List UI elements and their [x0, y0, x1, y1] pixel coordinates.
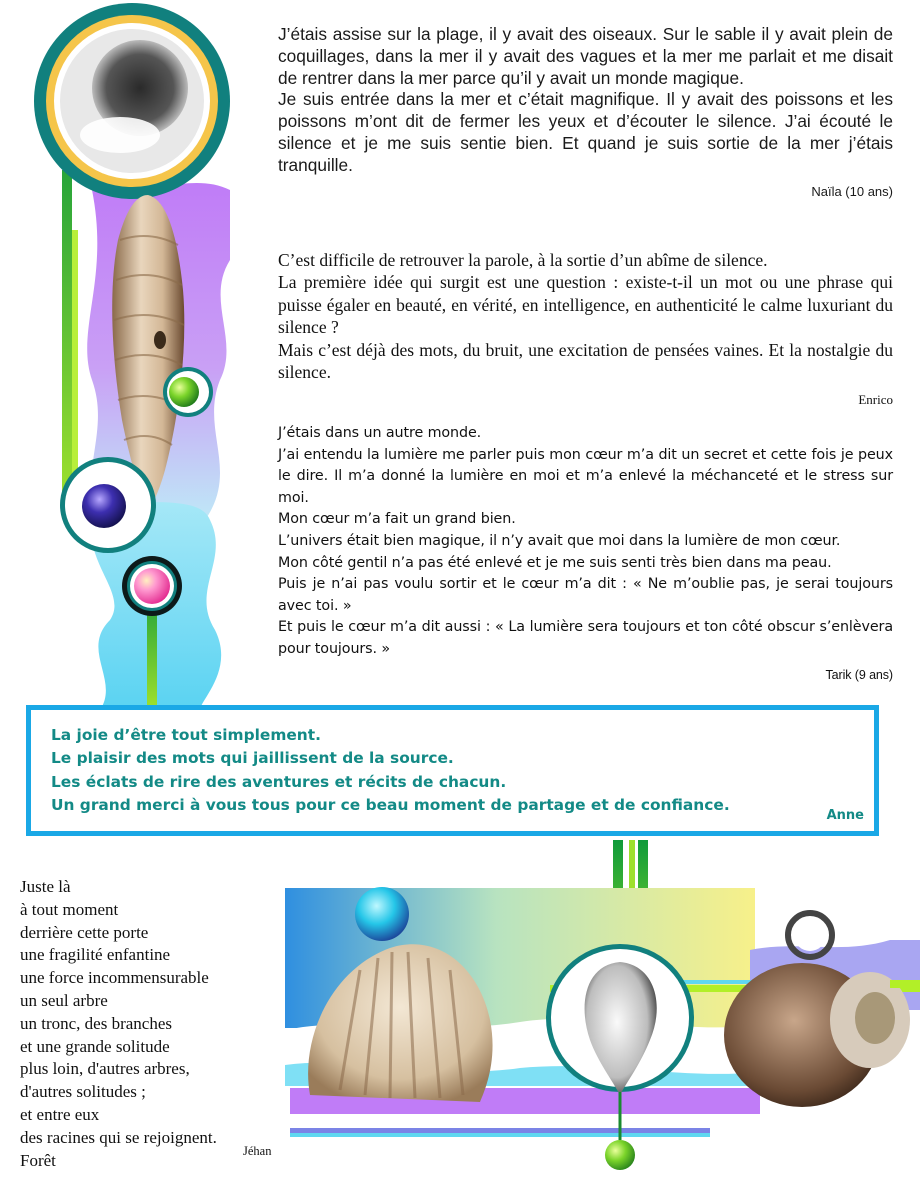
- story-paragraph: J’étais assise sur la plage, il y avait des oiseaux. Sur le sable il y avait plein de coquillages, dans la mer il y avait des vagues et la mer me parlait et me disait de rentrer dans la mer parce qu’il y avait un monde magique.: [278, 24, 893, 88]
- poem-line: une force incommensurable: [20, 968, 209, 988]
- story-paragraph: J’ai entendu la lumière me parler puis mon cœur m’a dit un secret et cette fois je peux le dire. Il m’a donné la lumière en moi et m’a enlevé la méchanceté et le stress sur moi.: [278, 446, 893, 506]
- highlight-line: Le plaisir des mots qui jaillissent de la source.: [51, 749, 454, 768]
- story-tarik: [278, 423, 893, 686]
- poem-line: Forêt: [20, 1150, 56, 1170]
- story-paragraph: La première idée qui surgit est une question : existe-t-il un mot ou une phrase qui puisse égaler en beauté, en vérité, en intelligence, en authenticité le calme luxuriant du silence ?: [278, 272, 893, 338]
- poem-line: une fragilité enfantine: [20, 945, 171, 965]
- highlight-line: Les éclats de rire des aventures et récits de chacun.: [51, 772, 507, 791]
- story-paragraph: Mais c’est déjà des mots, du bruit, une excitation de pensées vaines. Et la nostalgie du silence.: [278, 339, 893, 383]
- story-enrico: [278, 249, 893, 412]
- highlight-box: [26, 705, 879, 836]
- cyan-sphere: [355, 887, 409, 941]
- story-paragraph: L’univers était bien magique, il n’y avait que moi dans la lumière de mon cœur.: [278, 532, 841, 549]
- highlight-author: Anne: [826, 808, 864, 823]
- author-signature: Tarik (9 ans): [825, 667, 893, 682]
- poem-line: derrière cette porte: [20, 922, 149, 942]
- poem-line: un tronc, des branches: [20, 1013, 173, 1033]
- story-paragraph: Puis je n’ai pas voulu sortir et le cœur m’a dit : « Ne m’oublie pas, je serai toujours avec toi. »: [278, 576, 893, 614]
- story-paragraph: Mon cœur m’a fait un grand bien.: [278, 511, 516, 528]
- story-paragraph: J’étais dans un autre monde.: [278, 425, 482, 441]
- green-sphere-circle: [163, 367, 213, 417]
- green-sphere-bottom: [605, 1140, 635, 1170]
- story-naila: [278, 24, 893, 202]
- bottom-decoration: [280, 840, 920, 1179]
- highlight-line: La joie d’être tout simplement.: [51, 726, 321, 744]
- poem-line: des racines qui se rejoignent.: [20, 1127, 217, 1147]
- poem-line: d'autres solitudes ;: [20, 1082, 146, 1102]
- story-paragraph: Et puis le cœur m’a dit aussi : « La lumière sera toujours et ton côté obscur s’enlèvera pour toujours. »: [278, 619, 893, 657]
- poem-line: plus loin, d'autres arbres,: [20, 1059, 190, 1079]
- poem-line: et une grande solitude: [20, 1036, 170, 1056]
- story-paragraph: Mon côté gentil n’a pas été enlevé et je me suis senti très bien dans ma peau.: [278, 554, 832, 571]
- highlight-line: Un grand merci à vous tous pour ce beau moment de partage et de confiance.: [51, 796, 730, 815]
- story-paragraph: Je suis entrée dans la mer et c’était magnifique. Il y avait des poissons et les poissons m’ont dit de fermer les yeux et d’écouter le silence. J’ai écouté le silence et je me suis sentie bien. Et quand je suis sortie de la mer j’étais tranquille.: [278, 89, 893, 175]
- poem: [20, 876, 290, 1172]
- poem-line: un seul arbre: [20, 990, 108, 1010]
- magnifier-circle: [34, 3, 230, 199]
- poem-line: et entre eux: [20, 1104, 100, 1124]
- poem-line: Juste là: [20, 877, 71, 896]
- author-signature: Enrico: [858, 392, 893, 408]
- poem-author: Jéhan: [243, 1144, 272, 1158]
- poem-line: à tout moment: [20, 899, 119, 919]
- story-paragraph: C’est difficile de retrouver la parole, à la sortie d’un abîme de silence.: [278, 250, 768, 270]
- highlight-lines: [51, 724, 730, 818]
- author-signature: Naïla (10 ans): [811, 183, 893, 199]
- left-decoration: [0, 0, 270, 710]
- pink-sphere-circle: [122, 556, 182, 616]
- purple-sphere-circle: [60, 457, 156, 553]
